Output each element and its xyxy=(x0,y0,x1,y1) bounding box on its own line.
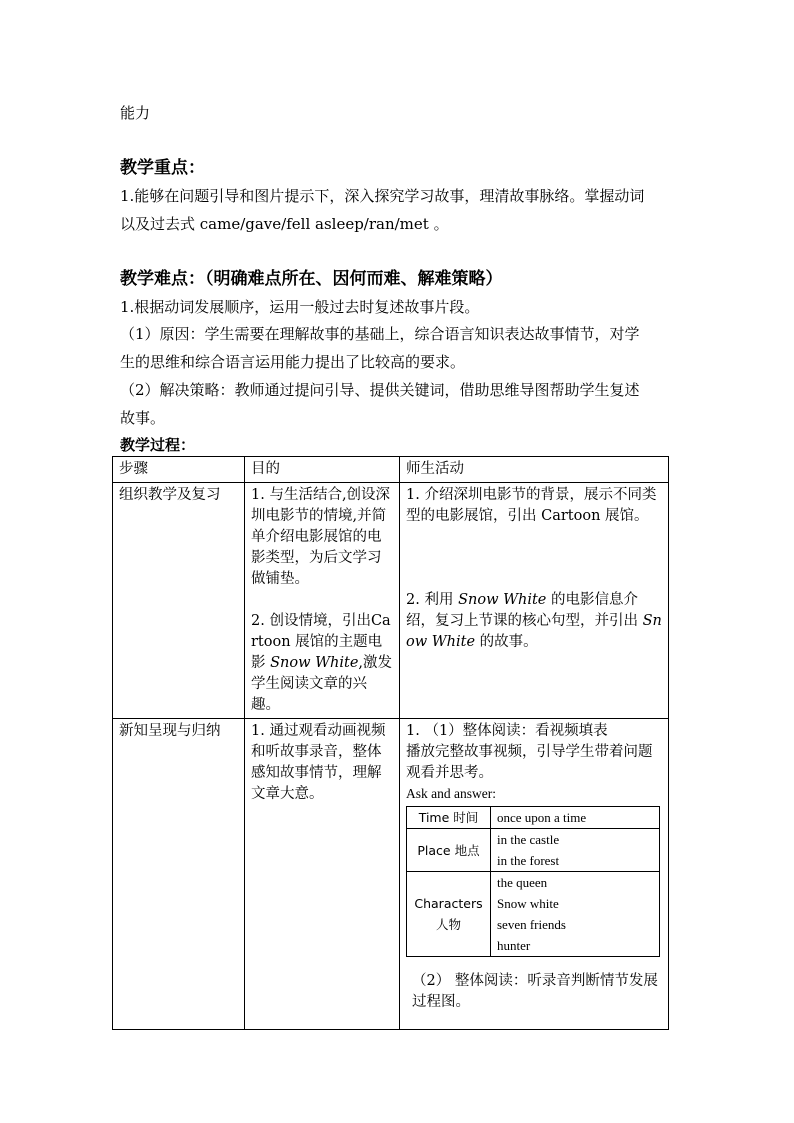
place-label: Place 地点 xyxy=(407,829,491,872)
story-elements-table xyxy=(406,806,660,957)
row1-purpose-2c: ,激发学生阅读文章的兴趣。 xyxy=(251,655,393,713)
key-points-line1: 1.能够在问题引导和图片提示下，深入探究学习故事，理清故事脉络。掌握动词 xyxy=(120,187,645,205)
characters-values xyxy=(491,872,660,957)
ask-and-answer-label: Ask and answer: xyxy=(406,786,496,801)
header-purpose: 目的 xyxy=(245,457,400,483)
table-row xyxy=(407,872,660,957)
row1-purpose-1: 1. 与生活结合,创设深圳电影节的情境,并简单介绍电影展馆的电影类型，为后文学习做铺垫。 xyxy=(251,487,391,587)
row1-step: 组织教学及复习 xyxy=(113,483,245,719)
row2-purpose xyxy=(245,719,400,1030)
row1-activity-2e: 的故事。 xyxy=(475,634,538,650)
snow-white-title: Snow White xyxy=(270,655,359,671)
row2-activity xyxy=(400,719,669,1030)
difficulties-line1: 1.根据动词发展顺序，运用一般过去时复述故事片段。 xyxy=(120,298,480,316)
row1-activity xyxy=(400,483,669,719)
character-value: hunter xyxy=(497,938,531,953)
row2-activity-line2: 播放完整故事视频，引导学生带着问题观看并思考。 xyxy=(406,744,653,781)
table-row xyxy=(113,719,669,1030)
row2-activity-line3: （2） 整体阅读：听录音判断情节发展过程图。 xyxy=(412,973,658,1010)
table-header-row xyxy=(113,457,669,483)
table-row xyxy=(407,807,660,829)
characters-label: Characters 人物 xyxy=(407,872,491,957)
row1-activity-2 xyxy=(406,590,662,653)
table-row xyxy=(113,483,669,719)
process-table xyxy=(112,456,669,1030)
row1-activity-2a: 2. 利用 xyxy=(406,592,459,608)
time-label: Time 时间 xyxy=(407,807,491,829)
key-points-heading: 教学重点： xyxy=(120,158,205,178)
difficulties-strategy-line1: （2）解决策略：教师通过提问引导、提供关键词，借助思维导图帮助学生复述 xyxy=(120,381,640,399)
row1-activity-2c: 的电影信息介绍，复习上节课的核心句型，并引出 xyxy=(406,592,643,629)
header-activity: 师生活动 xyxy=(400,457,669,483)
time-value: once upon a time xyxy=(491,807,660,829)
snow-white-title: Snow White xyxy=(406,613,662,650)
difficulties-heading: 教学难点：（明确难点所在、因何而难、解难策略） xyxy=(120,269,503,289)
top-fragment: 能力 xyxy=(120,104,151,122)
row2-activity-line1: 1. （1）整体阅读：看视频填表 xyxy=(406,723,608,739)
difficulties-reason-line1: （1）原因：学生需要在理解故事的基础上，综合语言知识表达故事情节，对学 xyxy=(120,325,640,343)
row1-purpose-2 xyxy=(251,611,393,716)
row1-purpose xyxy=(245,483,400,719)
process-heading: 教学过程： xyxy=(120,436,196,454)
table-row xyxy=(407,829,660,872)
header-step: 步骤 xyxy=(113,457,245,483)
difficulties-strategy-line2: 故事。 xyxy=(120,409,166,427)
row2-step: 新知呈现与归纳 xyxy=(113,719,245,1030)
place-value: in the castle xyxy=(497,832,560,847)
row1-activity-1: 1. 介绍深圳电影节的背景，展示不同类型的电影展馆，引出 Cartoon 展馆。 xyxy=(406,487,657,524)
character-value: the queen xyxy=(497,875,548,890)
key-points-line2: 以及过去式 came/gave/fell asleep/ran/met 。 xyxy=(120,215,449,233)
character-value: Snow white xyxy=(497,896,559,911)
snow-white-title: Snow White xyxy=(458,592,547,608)
place-value: in the forest xyxy=(497,853,560,868)
difficulties-reason-line2: 生的思维和综合语言运用能力提出了比较高的要求。 xyxy=(120,353,466,371)
row2-purpose-text: 1. 通过观看动画视频和听故事录音，整体感知故事情节，理解文章大意。 xyxy=(251,723,386,802)
place-values xyxy=(491,829,660,872)
row1-purpose-2a: 2. 创设情境，引出Cartoon 展馆的主题电影 xyxy=(251,613,391,671)
character-value: seven friends xyxy=(497,917,566,932)
